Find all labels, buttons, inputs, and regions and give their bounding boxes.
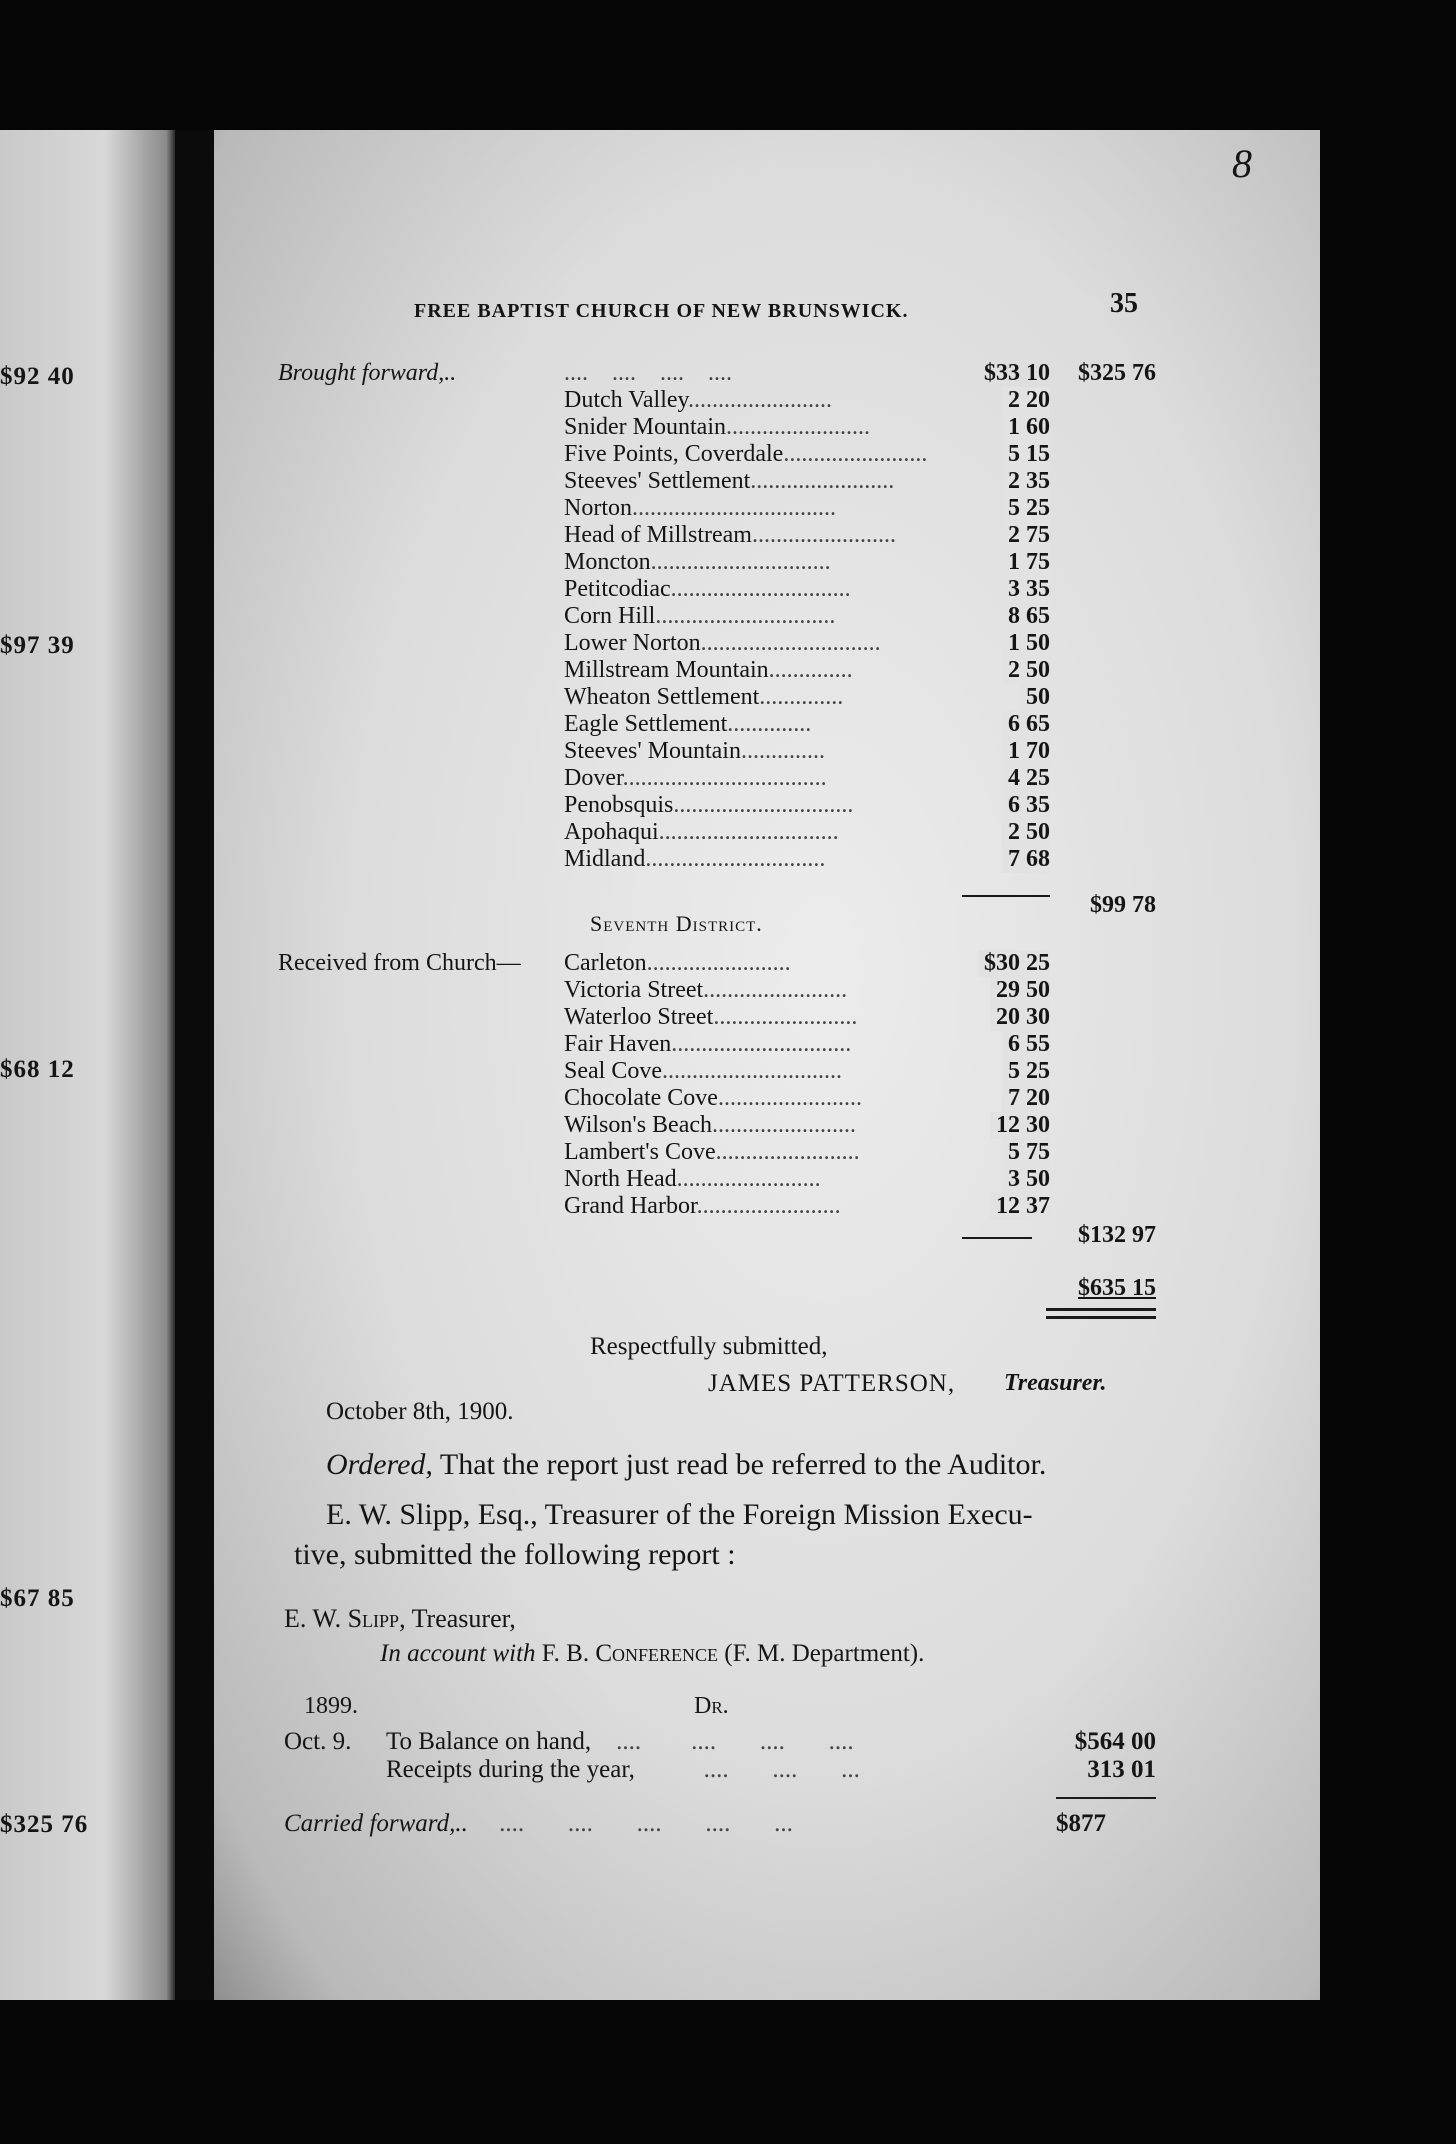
list-item: Steeves' Settlement........................ 2 35 — [564, 468, 1050, 494]
account-row: To Balance on hand, .... .... .... .... $564 00 — [386, 1728, 1156, 1755]
church-amount: 8 65 — [1002, 603, 1050, 630]
list-item: Millstream Mountain.............. 2 50 — [564, 657, 1050, 683]
account-role: , Treasurer, — [399, 1604, 516, 1633]
treasurer-title: Treasurer. — [1004, 1370, 1107, 1396]
church-name: Waterloo Street — [564, 1004, 714, 1030]
subtotal-rule — [962, 895, 1050, 897]
church-amount: 6 65 — [1002, 711, 1050, 738]
slipp-paragraph-line1: E. W. Slipp, Esq., Treasurer of the Foreign Mission Execu- — [326, 1498, 1033, 1531]
list-item: Penobsquis.............................. 6 35 — [564, 792, 1050, 818]
church-name: Penobsquis — [564, 792, 674, 818]
church-amount: 3 35 — [1002, 576, 1050, 603]
left-margin-number: $97 39 — [0, 632, 75, 659]
ordered-text: That the report just read be referred to the Auditor. — [439, 1448, 1047, 1481]
account-org-initials: F. B. — [541, 1640, 590, 1667]
church-name: Wheaton Settlement — [564, 684, 760, 710]
account-initials: E. W. — [284, 1604, 342, 1633]
slipp-paragraph-line2: tive, submitted the following report : — [294, 1538, 736, 1571]
debit-heading: Dr. — [694, 1693, 729, 1719]
respectfully-submitted: Respectfully submitted, — [590, 1333, 828, 1360]
church-name: Steeves' Settlement — [564, 468, 751, 494]
ordered-paragraph — [326, 1448, 1046, 1482]
running-header: FREE BAPTIST CHURCH OF NEW BRUNSWICK. — [414, 300, 909, 322]
church-name: Moncton — [564, 549, 651, 575]
list-item: Midland.............................. 7 68 — [564, 846, 1050, 872]
ordered-lead: Ordered, — [326, 1448, 433, 1481]
church-name: Millstream Mountain — [564, 657, 769, 683]
report-date: October 8th, 1900. — [326, 1398, 514, 1425]
list-item: Chocolate Cove........................ 7 20 — [564, 1085, 1050, 1111]
brought-forward-total: $325 76 — [1078, 360, 1156, 386]
account-department: (F. M. Department). — [724, 1640, 925, 1667]
list-item: Fair Haven.............................. 6 55 — [564, 1031, 1050, 1057]
church-name: Grand Harbor — [564, 1193, 697, 1219]
church-amount: 6 55 — [1002, 1031, 1050, 1058]
list-item: North Head........................ 3 50 — [564, 1166, 1050, 1192]
account-year: 1899. — [304, 1693, 358, 1719]
church-name: Fair Haven — [564, 1031, 672, 1057]
account-date: Oct. 9. — [284, 1728, 352, 1755]
account-row-label: To Balance on hand, — [386, 1728, 592, 1755]
church-amount: 2 75 — [1002, 522, 1050, 549]
list-item: Dover.................................. 4 25 — [564, 765, 1050, 791]
list-item: Petitcodiac.............................. 3 35 — [564, 576, 1050, 602]
leader-dots: .... .... .... .... — [564, 360, 732, 386]
church-amount: 29 50 — [990, 977, 1050, 1004]
church-name: Chocolate Cove — [564, 1085, 718, 1111]
church-amount: 7 20 — [1002, 1085, 1050, 1112]
church-name: Lambert's Cove — [564, 1139, 716, 1165]
church-amount: 5 25 — [1002, 1058, 1050, 1085]
list-item: Snider Mountain........................ 1 60 — [564, 414, 1050, 440]
church-amount: 2 20 — [1002, 387, 1050, 414]
treasurer-name: JAMES PATTERSON, — [708, 1370, 956, 1397]
church-name: Five Points, Coverdale — [564, 441, 784, 467]
church-amount: 5 75 — [1002, 1139, 1050, 1166]
brought-forward-amount: $33 10 — [984, 360, 1050, 386]
carried-label-forward: forward,.. — [369, 1810, 468, 1837]
church-amount: 1 75 — [1002, 549, 1050, 576]
margin-corner-mark: 8 — [1232, 141, 1252, 186]
list-item: Lambert's Cove........................ 5 75 — [564, 1139, 1050, 1165]
church-name: Dover — [564, 765, 623, 791]
church-name: Petitcodiac — [564, 576, 671, 602]
grand-total: $635 15 — [1078, 1275, 1156, 1301]
list-item: Norton.................................. 5 25 — [564, 495, 1050, 521]
church-amount: 6 35 — [1002, 792, 1050, 819]
account-org-name: Conference — [595, 1640, 719, 1667]
church-name: North Head — [564, 1166, 677, 1192]
carried-label: Carried — [284, 1810, 364, 1837]
church-amount: 7 68 — [1002, 846, 1050, 873]
carried-forward-row: Carried forward,.. .... .... .... .... ... $877 — [284, 1810, 1106, 1837]
left-margin-number: $67 85 — [0, 1585, 75, 1612]
church-name: Steeves' Mountain — [564, 738, 741, 764]
subtotal-rule — [962, 1237, 1032, 1239]
church-name: Apohaqui — [564, 819, 659, 845]
church-amount: 3 50 — [1002, 1166, 1050, 1193]
sixth-district-subtotal: $99 78 — [1090, 892, 1156, 918]
church-amount: 1 60 — [1002, 414, 1050, 441]
church-amount: 50 — [1020, 684, 1050, 711]
left-margin-number: $68 12 — [0, 1056, 75, 1083]
church-amount: 5 15 — [1002, 441, 1050, 468]
list-item: Waterloo Street........................ 20 30 — [564, 1004, 1050, 1030]
church-amount: 4 25 — [1002, 765, 1050, 792]
list-item: Grand Harbor........................ 12 37 — [564, 1193, 1050, 1219]
list-item: Wheaton Settlement.............. 50 — [564, 684, 1050, 710]
carried-amount: $877 — [1056, 1810, 1106, 1837]
church-name: Seal Cove — [564, 1058, 662, 1084]
church-amount: $30 25 — [978, 950, 1050, 977]
page-number: 35 — [1110, 288, 1138, 319]
church-name: Eagle Settlement — [564, 711, 728, 737]
church-amount: 20 30 — [990, 1004, 1050, 1031]
church-name: Victoria Street — [564, 977, 704, 1003]
church-amount: 12 37 — [990, 1193, 1050, 1220]
left-margin-number: $92 40 — [0, 363, 75, 390]
list-item: Wilson's Beach........................ 12 30 — [564, 1112, 1050, 1138]
church-name: Snider Mountain — [564, 414, 726, 440]
church-name: Midland — [564, 846, 646, 872]
list-item: Apohaqui.............................. 2 50 — [564, 819, 1050, 845]
account-row-amount: $564 00 — [1074, 1728, 1156, 1755]
list-item: Seal Cove.............................. 5 25 — [564, 1058, 1050, 1084]
list-item: Eagle Settlement.............. 6 65 — [564, 711, 1050, 737]
right-page — [214, 130, 1320, 2000]
church-name: Dutch Valley — [564, 387, 688, 413]
church-amount: 2 50 — [1002, 657, 1050, 684]
account-with-label: In account with — [380, 1640, 536, 1667]
list-item: Corn Hill.............................. 8 65 — [564, 603, 1050, 629]
church-amount: 1 50 — [1002, 630, 1050, 657]
account-name: Slipp — [347, 1604, 400, 1633]
church-name: Head of Millstream — [564, 522, 752, 548]
seventh-district-heading: Seventh District. — [590, 911, 763, 936]
list-item: Dutch Valley........................ 2 20 — [564, 387, 1050, 413]
account-heading — [284, 1605, 516, 1632]
account-row-label: Receipts during the year, — [386, 1756, 635, 1783]
account-row-amount: 313 01 — [1087, 1756, 1156, 1783]
list-item: Moncton.............................. 1 75 — [564, 549, 1050, 575]
church-amount: 2 50 — [1002, 819, 1050, 846]
book-gutter — [175, 130, 215, 2000]
church-name: Norton — [564, 495, 632, 521]
grand-total-double-rule — [1046, 1316, 1156, 1319]
seventh-district-subtotal: $132 97 — [1078, 1222, 1156, 1248]
brought-forward-label: Brought forward,.. — [278, 360, 457, 386]
account-row: Receipts during the year, .... .... ... 313 01 — [386, 1756, 1156, 1783]
account-total-rule — [1056, 1797, 1156, 1799]
church-amount: 1 70 — [1002, 738, 1050, 765]
list-item: Five Points, Coverdale........................ 5 15 — [564, 441, 1050, 467]
church-name: Corn Hill — [564, 603, 656, 629]
list-item: Carleton........................ $30 25 — [564, 950, 1050, 976]
church-name: Lower Norton — [564, 630, 701, 656]
church-amount: 2 35 — [1002, 468, 1050, 495]
church-name: Wilson's Beach — [564, 1112, 712, 1138]
church-amount: 12 30 — [990, 1112, 1050, 1139]
list-item: Steeves' Mountain.............. 1 70 — [564, 738, 1050, 764]
list-item: Lower Norton.............................. 1 50 — [564, 630, 1050, 656]
grand-total-double-rule — [1046, 1308, 1156, 1311]
account-subheading — [380, 1640, 924, 1667]
list-item: Head of Millstream........................ 2 75 — [564, 522, 1050, 548]
left-page — [0, 130, 175, 2000]
left-margin-number: $325 76 — [0, 1811, 89, 1838]
list-item: Victoria Street........................ 29 50 — [564, 977, 1050, 1003]
received-label: Received from Church— — [278, 950, 521, 976]
church-amount: 5 25 — [1002, 495, 1050, 522]
church-name: Carleton — [564, 950, 647, 976]
